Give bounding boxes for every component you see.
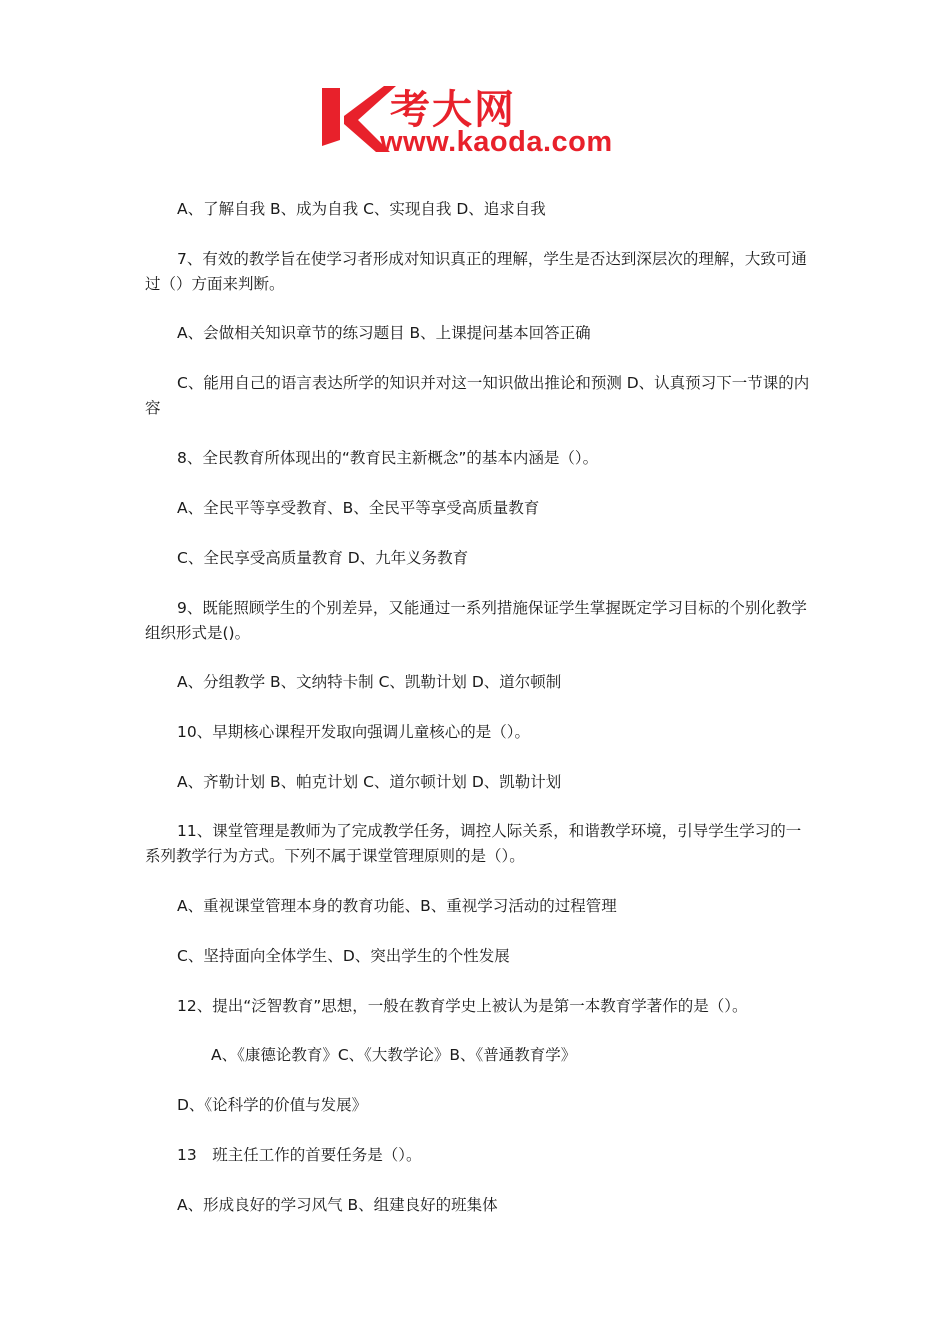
paragraph: A、齐勒计划 B、帕克计划 C、道尔顿计划 D、凯勒计划 (177, 773, 562, 791)
logo-url: www.kaoda.com (380, 126, 613, 158)
paragraph: C、全民享受高质量教育 D、九年义务教育 (177, 549, 469, 567)
paragraph: C、坚持面向全体学生、D、突出学生的个性发展 (177, 947, 510, 965)
paragraph: 8、全民教育所体现出的“教育民主新概念”的基本内涵是（）。 (177, 449, 599, 467)
paragraph: 11、课堂管理是教师为了完成教学任务，调控人际关系，和谐教学环境，引导学生学习的一系列教学行为方式。下列不属于课堂管理原则的是（）。 (145, 822, 802, 865)
paragraph: A、分组教学 B、文纳特卡制 C、凯勒计划 D、道尔顿制 (177, 673, 562, 691)
paragraph: A、《康德论教育》C、《大教学论》B、《普通教育学》 (211, 1046, 577, 1064)
paragraph: 10、早期核心课程开发取向强调儿童核心的是（）。 (177, 723, 530, 741)
paragraph: D、《论科学的价值与发展》 (177, 1096, 368, 1114)
paragraph: A、形成良好的学习风气 B、组建良好的班集体 (177, 1196, 498, 1214)
paragraph: 7、有效的教学旨在使学习者形成对知识真正的理解，学生是否达到深层次的理解，大致可通过（）方面来判断。 (145, 250, 807, 293)
paragraph: A、全民平等享受教育、B、全民平等享受高质量教育 (177, 499, 540, 517)
paragraph: 9、既能照顾学生的个别差异，又能通过一系列措施保证学生掌握既定学习目标的个别化教学组织形式是()。 (145, 599, 807, 642)
kaoda-logo (318, 80, 638, 158)
logo-brand-name: 考大网 (390, 87, 516, 133)
paragraph: A、重视课堂管理本身的教育功能、B、重视学习活动的过程管理 (177, 897, 617, 915)
paragraph: A、了解自我 B、成为自我 C、实现自我 D、追求自我 (177, 200, 546, 218)
paragraph: A、会做相关知识章节的练习题目 B、上课提问基本回答正确 (177, 324, 591, 342)
paragraph: C、能用自己的语言表达所学的知识并对这一知识做出推论和预测 D、认真预习下一节课的内容 (145, 374, 810, 417)
paragraph: 12、提出“泛智教育”思想，一般在教育学史上被认为是第一本教育学著作的是（）。 (177, 997, 748, 1015)
paragraph: 13 班主任工作的首要任务是（）。 (177, 1146, 422, 1164)
